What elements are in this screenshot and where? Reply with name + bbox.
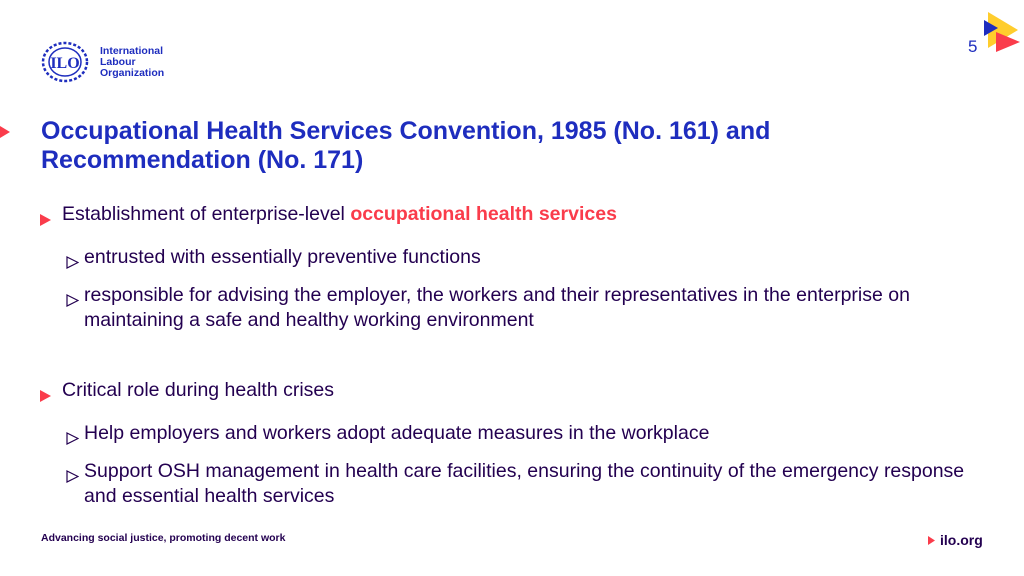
sub-bullet-hollow-triangle-icon <box>66 459 84 490</box>
sub-bullet-hollow-triangle-icon <box>66 245 84 276</box>
sub-bullet-item <box>66 459 980 509</box>
bullet-text-prefix: Establishment of enterprise-level <box>62 203 351 225</box>
bullet-text: Critical role during health crises <box>62 379 335 401</box>
link-arrow-icon <box>928 536 935 545</box>
bullet-triangle-icon <box>40 202 62 232</box>
slide-title <box>41 117 941 175</box>
footer-link-text: ilo.org <box>940 532 983 548</box>
slide-title-line2: Recommendation (No. 171) <box>41 146 364 174</box>
page-number: 5 <box>968 37 978 56</box>
sub-bullet-item <box>66 245 980 276</box>
bullet-triangle-icon <box>40 378 62 408</box>
sub-bullet-text: entrusted with essentially preventive functions <box>84 246 481 268</box>
logo-letters: ILO <box>50 55 80 72</box>
highlighted-term: occupational health services <box>350 203 617 225</box>
footer-website-link[interactable] <box>928 532 983 548</box>
slide-content <box>40 202 980 509</box>
sub-bullet-hollow-triangle-icon <box>66 283 84 314</box>
corner-brand-mark-icon <box>984 10 1024 54</box>
sub-bullet-text: Help employers and workers adopt adequate measures in the workplace <box>84 422 710 444</box>
bullet-item <box>40 202 980 232</box>
org-name <box>100 46 164 79</box>
sub-bullet-item <box>66 421 980 452</box>
ilo-logo[interactable] <box>40 40 164 84</box>
bullet-text <box>62 202 617 226</box>
sub-bullet-text: Support OSH management in health care facilities, ensuring the continuity of the emergency response and essential health services <box>84 460 965 507</box>
slide-title-line1: Occupational Health Services Convention, 1985 (No. 161) and <box>41 117 771 145</box>
org-name-line1: International <box>100 44 164 57</box>
org-name-line2: Labour <box>100 55 136 68</box>
slide-edge-marker-icon <box>0 126 10 138</box>
sub-bullet-item <box>66 283 980 333</box>
bullet-item <box>40 378 980 408</box>
ilo-emblem-icon <box>40 40 90 84</box>
footer-tagline: Advancing social justice, promoting decent work <box>41 532 286 544</box>
sub-bullet-text: responsible for advising the employer, the workers and their representatives in the enterprise on maintaining a safe and healthy working environment <box>84 284 910 331</box>
org-name-line3: Organization <box>100 66 165 79</box>
sub-bullet-hollow-triangle-icon <box>66 421 84 452</box>
